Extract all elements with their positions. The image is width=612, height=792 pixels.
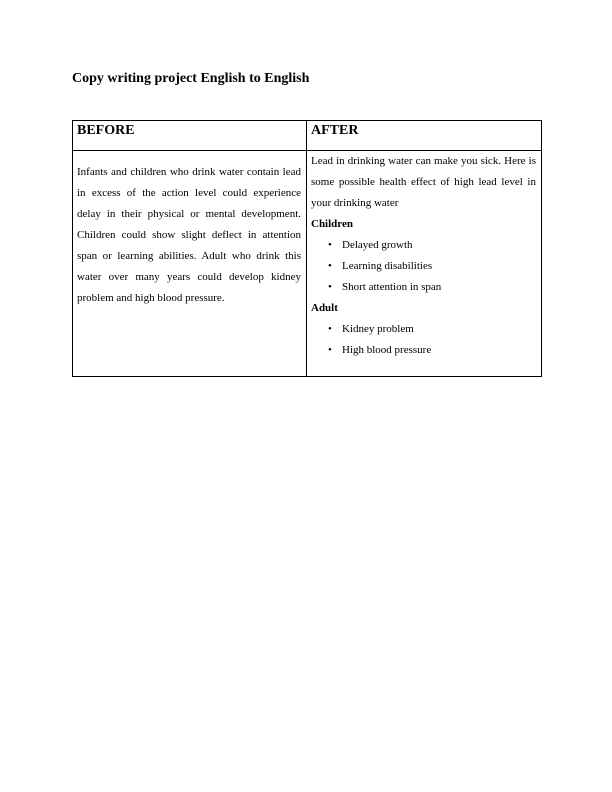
bullet-icon: • [328, 281, 332, 293]
list-item-text: High blood pressure [342, 344, 432, 356]
bullet-icon: • [328, 260, 332, 272]
document-title: Copy writing project English to English [72, 71, 310, 86]
before-paragraph: Infants and children who drink water contain lead in excess of the action level could experience delay in their physical or mental development. Children could show slight deflect in attention span or learning abilities. Adult who drink this water over many years could develop kidney problem and high blood pressure. [77, 166, 301, 304]
list-item [311, 277, 536, 298]
after-content [307, 151, 541, 361]
before-header-cell [73, 121, 307, 151]
bullet-icon: • [328, 239, 332, 251]
bullet-icon: • [328, 344, 332, 356]
children-group-label: Children [311, 218, 353, 230]
adult-bullet-list [311, 319, 536, 361]
before-header-label: BEFORE [77, 123, 135, 138]
adult-group-label: Adult [311, 302, 338, 314]
after-header-label: AFTER [311, 123, 359, 138]
list-item-text: Short attention in span [342, 281, 442, 293]
list-item-text: Delayed growth [342, 239, 413, 251]
list-item-text: Kidney problem [342, 323, 414, 335]
list-item [311, 319, 536, 340]
list-item-text: Learning disabilities [342, 260, 433, 272]
list-item [311, 235, 536, 256]
table-header-row [73, 121, 542, 151]
children-bullet-list [311, 235, 536, 298]
after-cell [307, 151, 542, 377]
before-after-table [72, 120, 542, 377]
list-item [311, 340, 536, 361]
bullet-icon: • [328, 323, 332, 335]
before-cell [73, 151, 307, 377]
after-intro-paragraph: Lead in drinking water can make you sick. Here is some possible health effect of high lead level in your drinking water [311, 155, 536, 209]
list-item [311, 256, 536, 277]
table-body-row [73, 151, 542, 377]
after-header-cell [307, 121, 542, 151]
